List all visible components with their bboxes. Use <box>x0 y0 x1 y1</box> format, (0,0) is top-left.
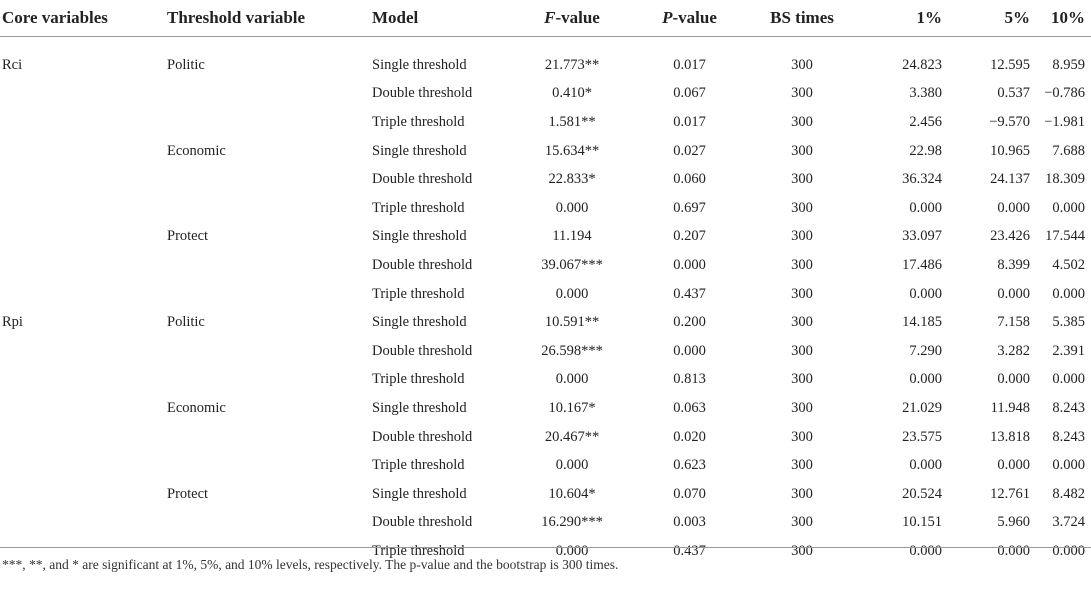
cell-core-variable <box>0 280 167 309</box>
cell-core-variable <box>0 451 167 480</box>
cell-threshold-variable: Protect <box>167 228 209 245</box>
cell-critical-1: 10.151 <box>902 514 942 531</box>
cell-p-value: 0.207 <box>673 228 706 245</box>
header-p-value <box>632 0 747 37</box>
cell-f-value: 11.194 <box>552 228 592 245</box>
cell-core-variable <box>0 165 167 194</box>
cell-critical-10: 3.724 <box>1052 514 1085 531</box>
cell-critical-1: 20.524 <box>902 485 942 502</box>
table-row <box>0 137 1091 166</box>
cell-core-variable <box>0 223 167 252</box>
cell-model: Double threshold <box>372 171 473 188</box>
header-threshold-variable: Threshold variable <box>167 0 372 37</box>
cell-critical-1: 24.823 <box>902 56 942 73</box>
cell-core-variable <box>0 337 167 366</box>
cell-critical-5: 0.000 <box>997 285 1030 302</box>
cell-critical-1: 23.575 <box>902 428 942 445</box>
cell-threshold-variable <box>167 337 372 366</box>
table-bottom-rule <box>0 547 1091 548</box>
cell-critical-5: 0.000 <box>997 542 1030 559</box>
cell-p-value: 0.027 <box>673 142 706 159</box>
cell-critical-10: 18.309 <box>1045 171 1085 188</box>
cell-model: Double threshold <box>372 342 473 359</box>
cell-f-value: 0.000 <box>555 371 589 388</box>
cell-threshold-variable <box>167 509 372 538</box>
cell-critical-1: 21.029 <box>902 399 942 416</box>
cell-core-variable <box>0 423 167 452</box>
cell-model: Triple threshold <box>372 285 465 302</box>
cell-f-value: 1.581** <box>548 113 596 130</box>
cell-critical-5: 0.000 <box>997 457 1030 474</box>
cell-p-value: 0.000 <box>673 256 706 273</box>
header-10-percent: 10% <box>1038 0 1091 37</box>
cell-critical-5: 0.537 <box>997 85 1030 102</box>
table-row <box>0 108 1091 137</box>
cell-critical-1: 36.324 <box>902 171 942 188</box>
cell-critical-1: 7.290 <box>909 342 942 359</box>
table-row <box>0 394 1091 423</box>
cell-critical-5: 12.595 <box>990 56 1030 73</box>
cell-critical-1: 33.097 <box>902 228 942 245</box>
cell-p-value: 0.017 <box>673 113 706 130</box>
cell-model: Triple threshold <box>372 113 465 130</box>
cell-bs-times: 300 <box>791 113 813 130</box>
cell-threshold-variable <box>167 80 372 109</box>
cell-critical-5: 0.000 <box>997 199 1030 216</box>
cell-f-value: 0.000 <box>555 285 589 302</box>
cell-f-value: 21.773** <box>544 56 600 73</box>
cell-critical-5: 7.158 <box>997 314 1030 331</box>
cell-p-value: 0.003 <box>673 514 706 531</box>
cell-model: Double threshold <box>372 514 473 531</box>
cell-threshold-variable <box>167 451 372 480</box>
cell-model: Single threshold <box>372 228 467 245</box>
cell-critical-1: 22.98 <box>909 142 942 159</box>
cell-p-value: 0.697 <box>673 199 706 216</box>
cell-core-variable: Rpi <box>2 314 23 331</box>
cell-bs-times: 300 <box>791 142 813 159</box>
cell-critical-10: 0.000 <box>1052 457 1085 474</box>
table-header-row <box>0 0 1091 37</box>
table-row <box>0 337 1091 366</box>
cell-core-variable <box>0 194 167 223</box>
cell-threshold-variable <box>167 280 372 309</box>
cell-bs-times: 300 <box>791 371 813 388</box>
cell-core-variable <box>0 366 167 395</box>
header-core-variables: Core variables <box>0 0 167 37</box>
cell-critical-1: 0.000 <box>909 371 942 388</box>
cell-bs-times: 300 <box>791 285 813 302</box>
cell-threshold-variable <box>167 194 372 223</box>
cell-threshold-variable: Economic <box>167 142 226 159</box>
table-row <box>0 80 1091 109</box>
cell-threshold-variable <box>167 423 372 452</box>
cell-critical-1: 0.000 <box>909 285 942 302</box>
cell-f-value: 39.067*** <box>541 256 603 273</box>
cell-critical-1: 14.185 <box>902 314 942 331</box>
table-row <box>0 480 1091 509</box>
cell-model: Double threshold <box>372 85 473 102</box>
cell-core-variable <box>0 80 167 109</box>
cell-threshold-variable: Protect <box>167 485 209 502</box>
cell-critical-5: 13.818 <box>990 428 1030 445</box>
cell-critical-10: 0.000 <box>1052 542 1085 559</box>
cell-critical-5: 12.761 <box>990 485 1030 502</box>
header-f-italic: F <box>544 8 556 27</box>
cell-threshold-variable <box>167 251 372 280</box>
cell-critical-10: 7.688 <box>1052 142 1085 159</box>
cell-threshold-variable: Politic <box>167 56 205 73</box>
cell-threshold-variable: Politic <box>167 314 205 331</box>
cell-bs-times: 300 <box>791 85 813 102</box>
cell-model: Single threshold <box>372 142 467 159</box>
table-row <box>0 194 1091 223</box>
cell-p-value: 0.813 <box>673 371 706 388</box>
cell-f-value: 0.000 <box>555 199 589 216</box>
cell-critical-1: 2.456 <box>909 113 942 130</box>
cell-p-value: 0.000 <box>673 342 706 359</box>
cell-bs-times: 300 <box>791 457 813 474</box>
cell-critical-10: 8.243 <box>1052 428 1085 445</box>
cell-p-value: 0.437 <box>673 542 706 559</box>
cell-model: Single threshold <box>372 56 467 73</box>
cell-f-value: 0.410* <box>552 85 592 102</box>
cell-p-value: 0.070 <box>673 485 706 502</box>
cell-bs-times: 300 <box>791 314 813 331</box>
cell-bs-times: 300 <box>791 342 813 359</box>
cell-critical-5: 0.000 <box>997 371 1030 388</box>
table-row <box>0 451 1091 480</box>
cell-critical-10: 17.544 <box>1045 228 1085 245</box>
cell-f-value: 15.634** <box>544 142 600 159</box>
cell-critical-5: 11.948 <box>990 399 1030 416</box>
cell-core-variable <box>0 480 167 509</box>
cell-critical-1: 0.000 <box>909 199 942 216</box>
cell-model: Triple threshold <box>372 457 465 474</box>
table-row <box>0 308 1091 337</box>
table-row <box>0 366 1091 395</box>
table-row <box>0 509 1091 538</box>
header-p-italic: P <box>662 8 673 27</box>
cell-model: Triple threshold <box>372 371 465 388</box>
cell-f-value: 10.167* <box>548 399 596 416</box>
table-footnote: ***, **, and * are significant at 1%, 5%, and 10% levels, respectively. The p-value and the bootstrap is 300 times. <box>2 557 619 572</box>
cell-model: Double threshold <box>372 428 473 445</box>
cell-model: Triple threshold <box>372 542 465 559</box>
cell-core-variable <box>0 137 167 166</box>
header-1-percent: 1% <box>857 0 950 37</box>
cell-f-value: 0.000 <box>555 457 589 474</box>
cell-critical-10: 8.959 <box>1052 56 1085 73</box>
cell-critical-10: 4.502 <box>1052 256 1085 273</box>
cell-critical-5: 23.426 <box>990 228 1030 245</box>
cell-critical-10: −1.981 <box>1044 113 1085 130</box>
cell-f-value: 16.290*** <box>541 514 603 531</box>
table-row <box>0 165 1091 194</box>
cell-critical-10: 8.243 <box>1052 399 1085 416</box>
cell-critical-1: 3.380 <box>909 85 942 102</box>
cell-core-variable: Rci <box>2 56 23 73</box>
header-model: Model <box>372 0 512 37</box>
cell-critical-1: 0.000 <box>909 457 942 474</box>
cell-bs-times: 300 <box>791 228 813 245</box>
cell-p-value: 0.063 <box>673 399 706 416</box>
cell-p-value: 0.437 <box>673 285 706 302</box>
cell-critical-1: 17.486 <box>902 256 942 273</box>
header-5-percent: 5% <box>950 0 1038 37</box>
cell-critical-10: 0.000 <box>1052 371 1085 388</box>
cell-threshold-variable <box>167 108 372 137</box>
cell-model: Triple threshold <box>372 199 465 216</box>
cell-threshold-variable <box>167 366 372 395</box>
cell-f-value: 10.591** <box>544 314 600 331</box>
cell-critical-5: 24.137 <box>990 171 1030 188</box>
table-row <box>0 251 1091 280</box>
cell-model: Double threshold <box>372 256 473 273</box>
cell-p-value: 0.060 <box>673 171 706 188</box>
header-p-suffix: -value <box>672 8 717 27</box>
cell-f-value: 10.604* <box>548 485 596 502</box>
cell-model: Single threshold <box>372 399 467 416</box>
cell-core-variable <box>0 509 167 538</box>
cell-bs-times: 300 <box>791 514 813 531</box>
cell-bs-times: 300 <box>791 399 813 416</box>
cell-critical-5: −9.570 <box>989 113 1030 130</box>
cell-critical-5: 3.282 <box>997 342 1030 359</box>
cell-bs-times: 300 <box>791 171 813 188</box>
cell-p-value: 0.017 <box>673 56 706 73</box>
cell-bs-times: 300 <box>791 542 813 559</box>
cell-bs-times: 300 <box>791 199 813 216</box>
cell-threshold-variable <box>167 165 372 194</box>
cell-critical-5: 10.965 <box>990 142 1030 159</box>
cell-model: Single threshold <box>372 314 467 331</box>
table-row <box>0 423 1091 452</box>
cell-threshold-variable: Economic <box>167 399 226 416</box>
cell-f-value: 22.833* <box>548 171 596 188</box>
cell-critical-10: −0.786 <box>1044 85 1085 102</box>
table-row <box>0 280 1091 309</box>
cell-core-variable <box>0 394 167 423</box>
header-bs-times: BS times <box>747 0 857 37</box>
cell-critical-5: 5.960 <box>997 514 1030 531</box>
cell-f-value: 20.467** <box>544 428 600 445</box>
cell-p-value: 0.067 <box>673 85 706 102</box>
cell-critical-10: 8.482 <box>1052 485 1085 502</box>
cell-critical-5: 8.399 <box>997 256 1030 273</box>
cell-p-value: 0.020 <box>673 428 706 445</box>
cell-f-value: 26.598*** <box>541 342 603 359</box>
cell-core-variable <box>0 251 167 280</box>
cell-f-value: 0.000 <box>555 542 589 559</box>
cell-bs-times: 300 <box>791 256 813 273</box>
cell-p-value: 0.623 <box>673 457 706 474</box>
cell-critical-10: 5.385 <box>1052 314 1085 331</box>
cell-critical-10: 2.391 <box>1052 342 1085 359</box>
cell-critical-1: 0.000 <box>909 542 942 559</box>
cell-critical-10: 0.000 <box>1052 285 1085 302</box>
cell-model: Single threshold <box>372 485 467 502</box>
table-row <box>0 223 1091 252</box>
cell-bs-times: 300 <box>791 56 813 73</box>
cell-critical-10: 0.000 <box>1052 199 1085 216</box>
cell-bs-times: 300 <box>791 428 813 445</box>
header-f-suffix: -value <box>555 8 600 27</box>
cell-core-variable <box>0 108 167 137</box>
cell-p-value: 0.200 <box>673 314 706 331</box>
header-f-value <box>512 0 632 37</box>
cell-bs-times: 300 <box>791 485 813 502</box>
table-row <box>0 37 1091 80</box>
